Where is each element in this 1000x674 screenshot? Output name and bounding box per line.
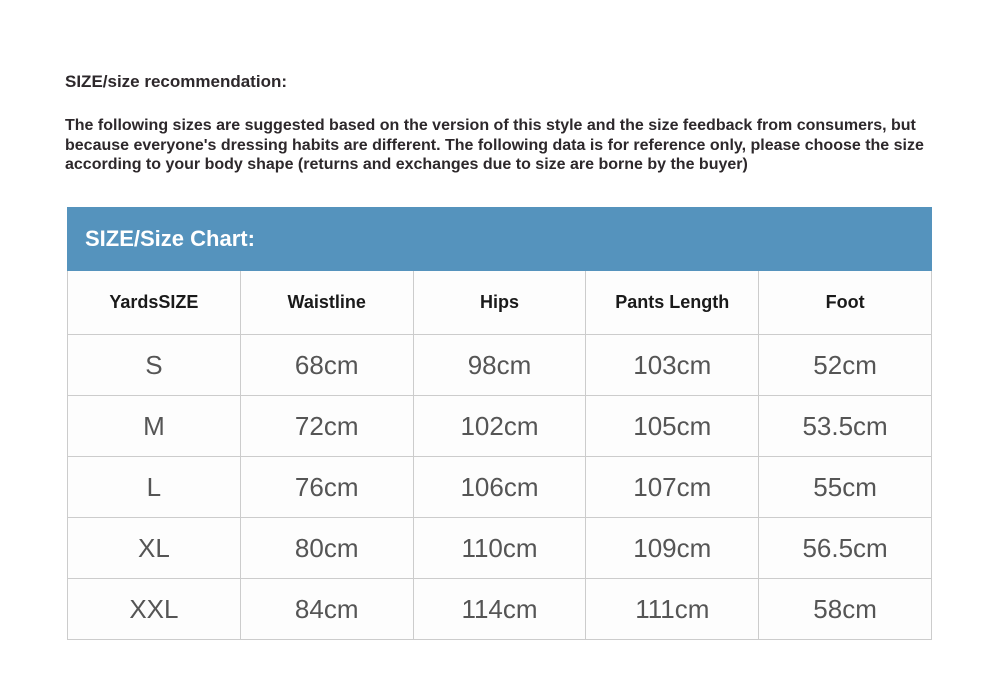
foot-value: 53.5cm [759, 396, 932, 457]
foot-value: 58cm [759, 579, 932, 640]
header-row [68, 271, 932, 335]
size-chart [67, 207, 932, 641]
size-chart-title-bar [67, 207, 932, 271]
waistline-value: 80cm [240, 518, 413, 579]
size-label: M [68, 396, 241, 457]
waistline-value: 68cm [240, 335, 413, 396]
column-header-waistline: Waistline [240, 271, 413, 335]
size-recommendation-text: The following sizes are suggested based on the version of this style and the size feedback from consumers, but because everyone's dressing habits are different. The following data is for reference only, please choose the size according to your body shape (returns and exchanges due to size are borne by the buyer) [65, 117, 924, 173]
size-table-body [68, 335, 932, 640]
pants-length-value: 105cm [586, 396, 759, 457]
size-chart-title: SIZE/Size Chart: [85, 225, 255, 251]
table-row-xxl [68, 579, 932, 640]
waistline-value: 84cm [240, 579, 413, 640]
waistline-value: 76cm [240, 457, 413, 518]
hips-value: 114cm [413, 579, 586, 640]
hips-value: 110cm [413, 518, 586, 579]
foot-value: 52cm [759, 335, 932, 396]
size-label: L [68, 457, 241, 518]
pants-length-value: 109cm [586, 518, 759, 579]
size-label: S [68, 335, 241, 396]
hips-value: 102cm [413, 396, 586, 457]
pants-length-value: 107cm [586, 457, 759, 518]
column-header-pants-length: Pants Length [586, 271, 759, 335]
size-label: XL [68, 518, 241, 579]
column-header-foot: Foot [759, 271, 932, 335]
size-label: XXL [68, 579, 241, 640]
column-header-hips: Hips [413, 271, 586, 335]
pants-length-value: 103cm [586, 335, 759, 396]
pants-length-value: 111cm [586, 579, 759, 640]
size-table-header [68, 271, 932, 335]
foot-value: 55cm [759, 457, 932, 518]
table-row-l [68, 457, 932, 518]
foot-value: 56.5cm [759, 518, 932, 579]
column-header-yards-size: YardsSIZE [68, 271, 241, 335]
size-table [67, 271, 932, 641]
waistline-value: 72cm [240, 396, 413, 457]
size-recommendation-heading: SIZE/size recommendation: [65, 72, 287, 91]
table-row-xl [68, 518, 932, 579]
hips-value: 106cm [413, 457, 586, 518]
table-row-s [68, 335, 932, 396]
table-row-m [68, 396, 932, 457]
hips-value: 98cm [413, 335, 586, 396]
